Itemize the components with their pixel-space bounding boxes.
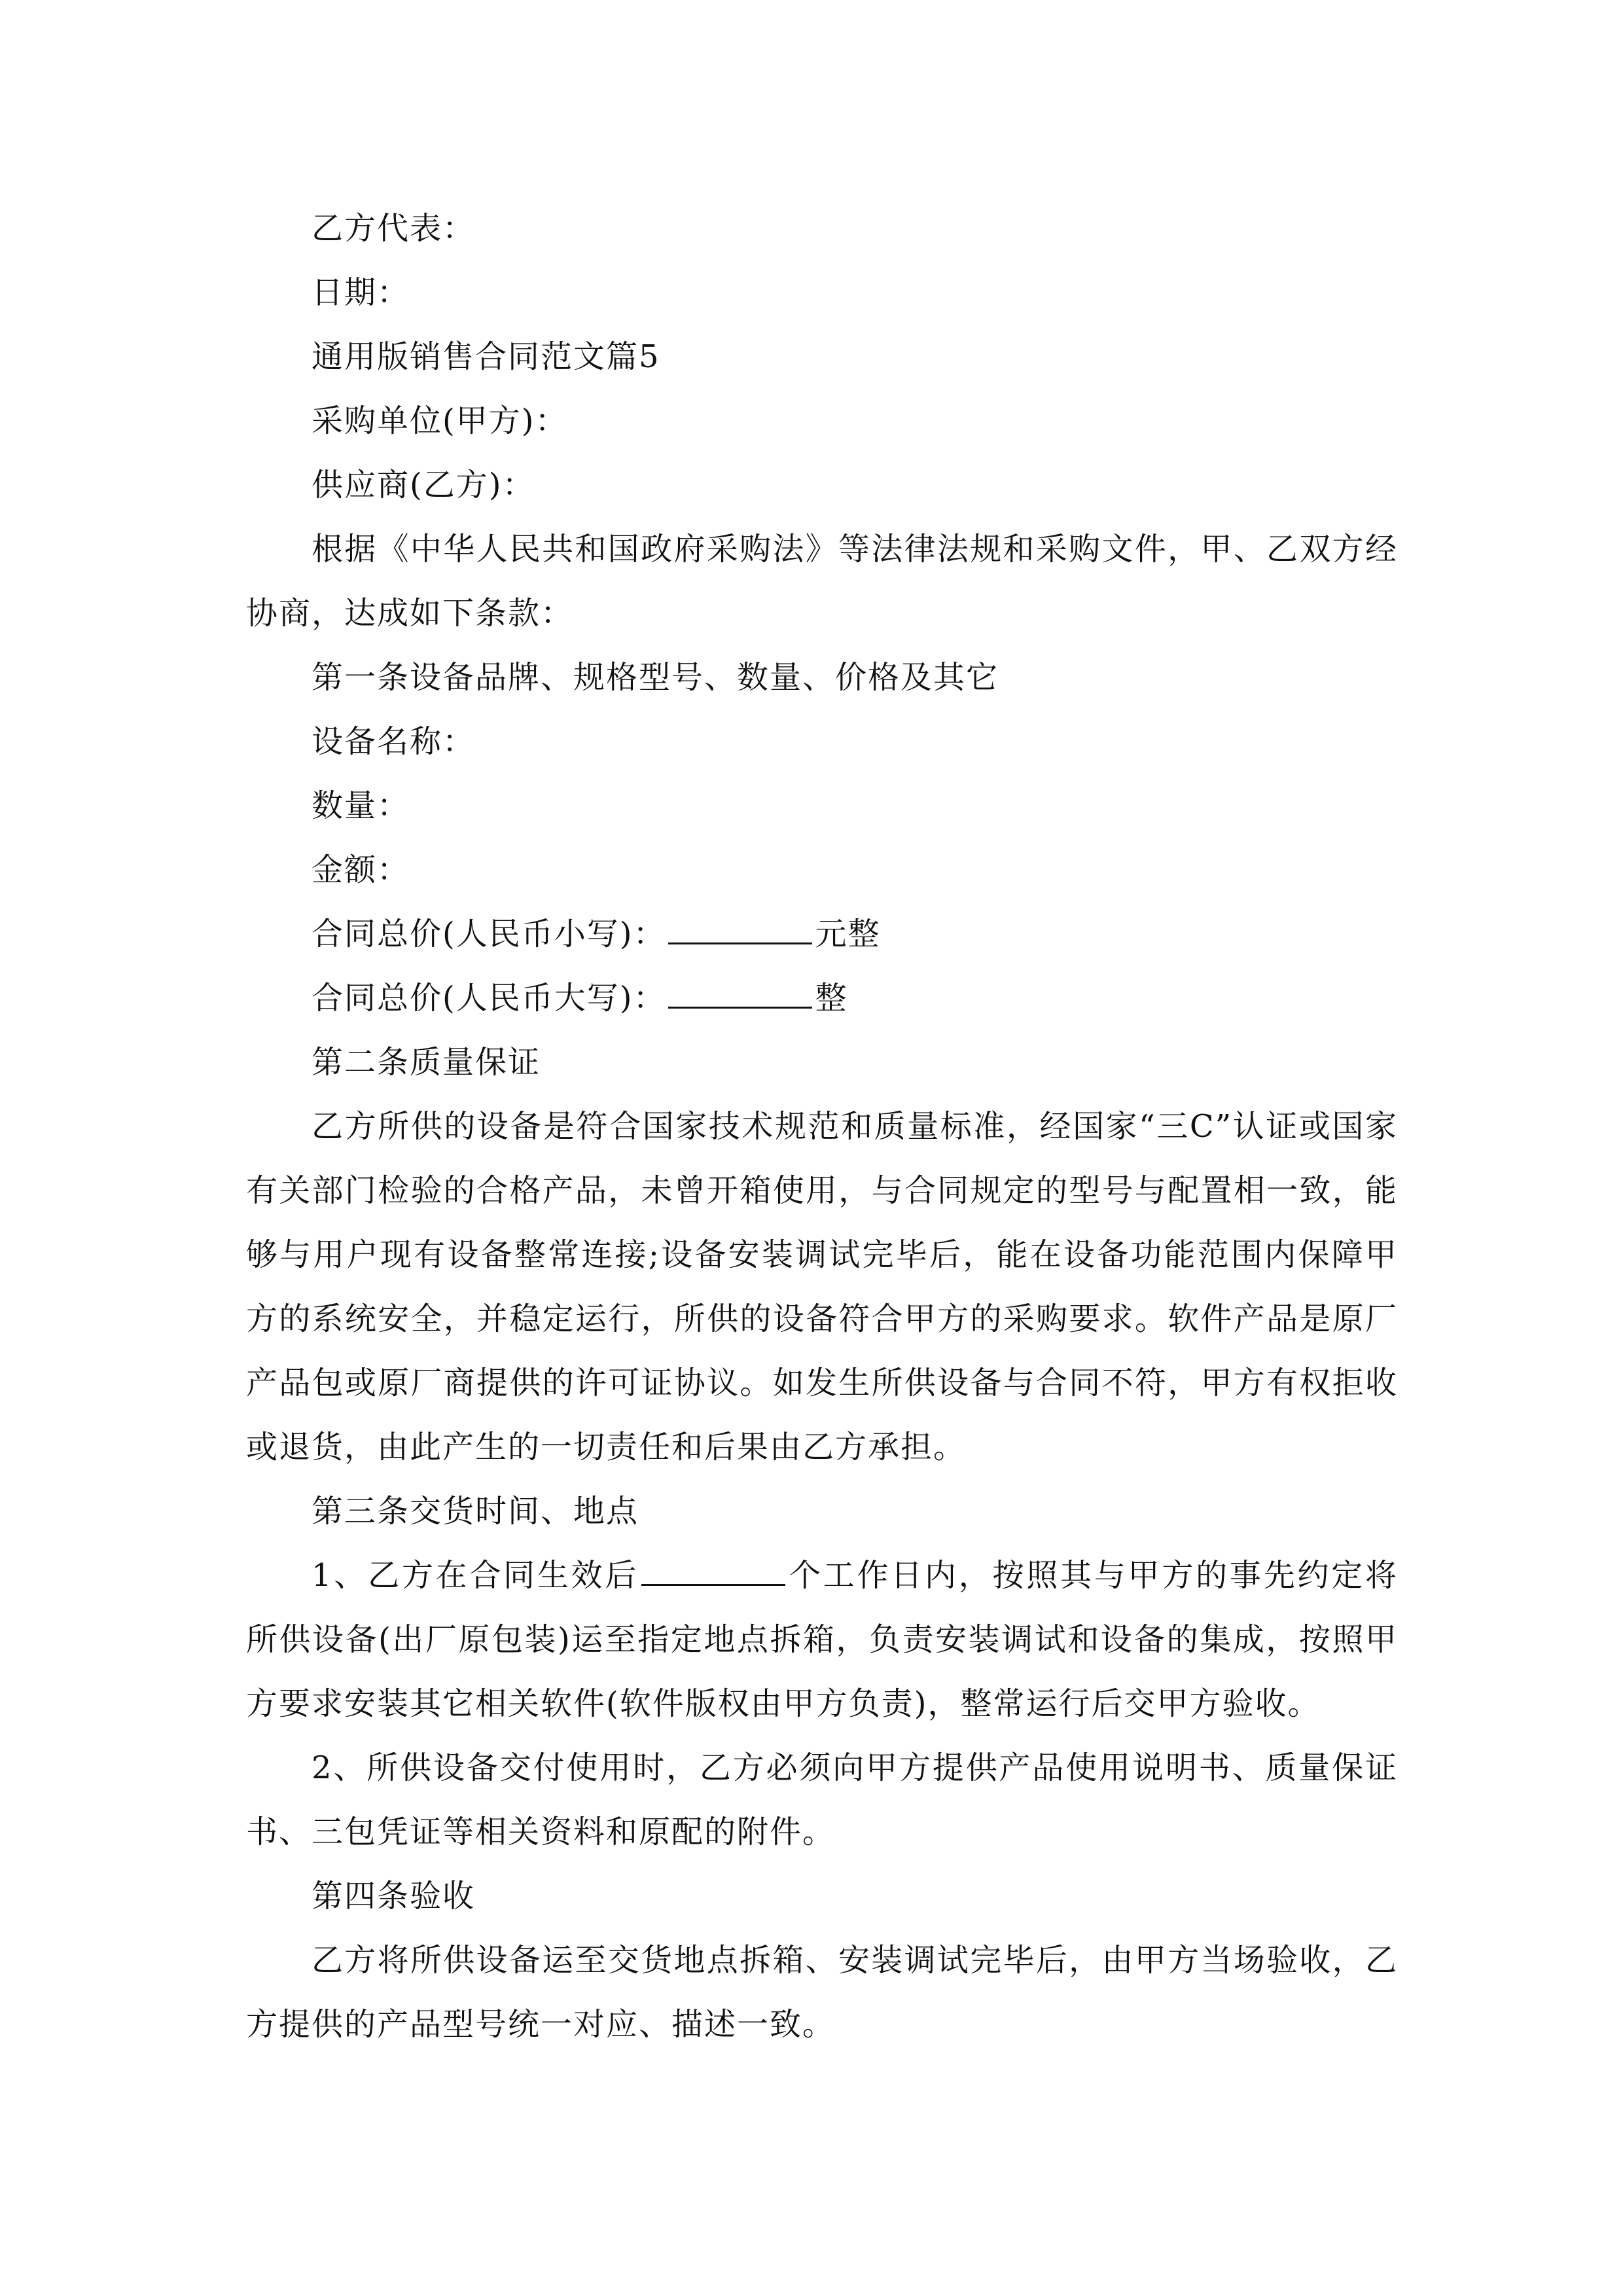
text-line: 采购单位(甲方)： xyxy=(312,403,568,439)
clause-heading: 第四条验收 xyxy=(312,1878,476,1914)
clause-heading: 第二条质量保证 xyxy=(312,1044,541,1081)
text-line: 日期： xyxy=(312,274,410,311)
paragraph: 乙方将所供设备运至交货地点拆箱、安装调试完毕后，由甲方当场验收，乙方提供的产品型号统一对应、描述一致。 xyxy=(246,1942,1398,2043)
paragraph: 根据《中华人民共和国政府采购法》等法律法规和采购文件，甲、乙双方经协商，达成如下条款： xyxy=(246,531,1398,632)
paragraph: 2、所供设备交付使用时，乙方必须向甲方提供产品使用说明书、质量保证书、三包凭证等相关资料和原配的附件。 xyxy=(246,1749,1398,1850)
text-fragment: 1、乙方在合同生效后 xyxy=(312,1557,639,1594)
clause-heading: 第三条交货时间、地点 xyxy=(312,1493,639,1530)
paragraph xyxy=(246,1543,1398,1736)
text-line xyxy=(246,902,1398,966)
clause-heading: 第一条设备品牌、规格型号、数量、价格及其它 xyxy=(312,659,999,696)
blank-underline xyxy=(668,974,812,1009)
text-fragment: 整 xyxy=(815,980,848,1016)
blank-underline xyxy=(668,910,812,944)
text-line: 金额： xyxy=(312,852,410,888)
text-fragment: 元整 xyxy=(815,916,881,952)
text-line xyxy=(246,966,1398,1030)
paragraph: 乙方所供的设备是符合国家技术规范和质量标准，经国家“三C”认证或国家有关部门检验的合格产品，未曾开箱使用，与合同规定的型号与配置相一致，能够与用户现有设备整常连接;设备安装调试完毕后，能在设备功能范围内保障甲方的系统安全，并稳定运行，所供的设备符合甲方的采购要求。软件产品是原厂产品包或原厂商提供的许可证协议。如发生所供设备与合同不符，甲方有权拒收或退货，由此产生的一切责任和后果由乙方承担。 xyxy=(246,1108,1398,1465)
text-fragment: 合同总价(人民币大写)： xyxy=(312,980,666,1016)
text-line: 设备名称： xyxy=(312,723,476,760)
text-line: 供应商(乙方)： xyxy=(312,467,535,503)
document-body xyxy=(246,196,1398,2056)
blank-underline xyxy=(641,1551,785,1586)
section-heading: 通用版销售合同范文篇5 xyxy=(312,338,660,375)
text-fragment: 个工作日内，按照其与甲方的事先约定将所供设备(出厂原包装)运至指定地点拆箱，负责安装调试和设备的集成，按照甲方要求安装其它相关软件(软件版权由甲方负责)，整常运行后交甲方验收。 xyxy=(246,1557,1398,1722)
text-line: 数量： xyxy=(312,787,410,824)
text-fragment: 合同总价(人民币小写)： xyxy=(312,916,666,952)
text-line: 乙方代表： xyxy=(312,210,476,247)
